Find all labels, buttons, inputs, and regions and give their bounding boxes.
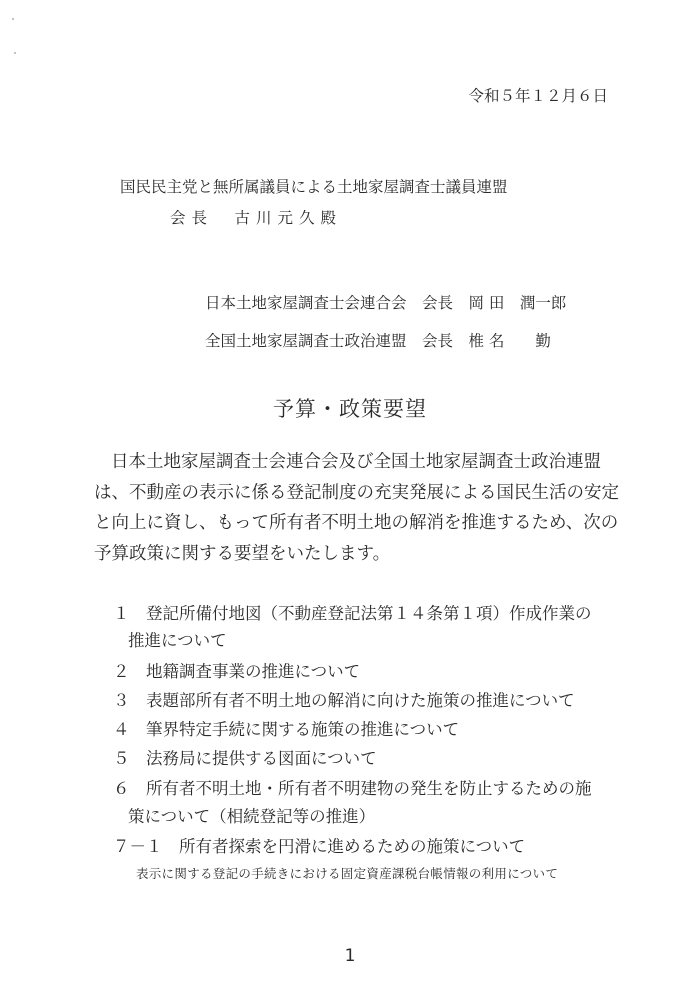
addressee-organization: 国民民主党と無所属議員による土地家屋調査士議員連盟 <box>120 178 508 196</box>
intro-paragraph <box>94 447 624 569</box>
request-item-3: ３ 表題部所有者不明土地の解消に向けた施策の推進について <box>113 691 575 710</box>
intro-line: は、不動産の表示に係る登記制度の充実発展による国民生活の安定 <box>94 482 619 503</box>
request-item-6: ６ 所有者不明土地・所有者不明建物の発生を防止するための施 <box>113 779 592 798</box>
scan-speck <box>14 52 16 54</box>
sender-political-league: 全国土地家屋調査士政治連盟 会長 椎 名 勤 <box>205 332 551 350</box>
intro-line: 日本土地家屋調査士会連合会及び全国土地家屋調査士政治連盟 <box>111 452 601 472</box>
intro-line: 予算政策に関する要望をいたします。 <box>94 543 391 564</box>
document-date: 令和５年１２月６日 <box>468 87 608 105</box>
page-number: 1 <box>344 946 356 966</box>
sender-federation: 日本土地家屋調査士会連合会 会長 岡 田 潤一郎 <box>205 294 567 312</box>
document-title: 予算・政策要望 <box>273 397 427 421</box>
request-item-6-continued: 策について（相続登記等の推進） <box>128 807 376 826</box>
request-item-7-1: ７－１ 所有者探索を円滑に進めるための施策について <box>113 837 526 856</box>
request-item-4: ４ 筆界特定手続に関する施策の推進について <box>113 720 460 739</box>
request-item-5: ５ 法務局に提供する図面について <box>113 749 377 768</box>
intro-line: と向上に資し、もって所有者不明土地の解消を推進するため、次の <box>94 513 619 533</box>
addressee-name: 会長 古川元久殿 <box>170 209 343 227</box>
scan-speck <box>12 18 14 20</box>
request-item-1: １ 登記所備付地図（不動産登記法第１４条第１項）作成作業の <box>113 604 592 623</box>
request-item-1-continued: 推進について <box>128 631 227 650</box>
request-item-7-1-note: 表示に関する登記の手続きにおける固定資産課税台帳情報の利用について <box>136 866 559 881</box>
request-item-2: ２ 地籍調査事業の推進について <box>113 662 361 681</box>
